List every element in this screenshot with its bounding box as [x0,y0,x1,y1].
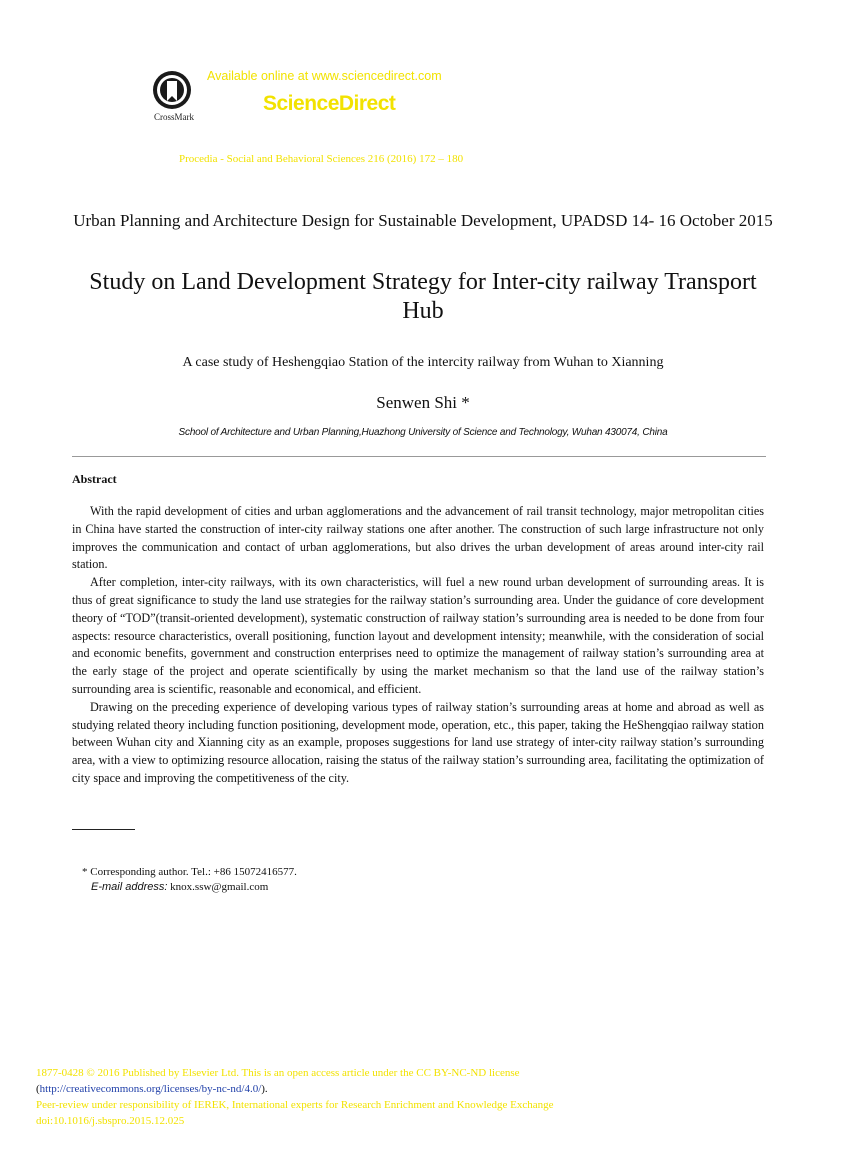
author-affiliation: School of Architecture and Urban Planning,Huazhong University of Science and Technology, Wuhan 430074, China [178,427,668,438]
author-name: Senwen Shi * [376,393,470,412]
email-address[interactable]: knox.ssw@gmail.com [170,881,269,893]
abstract-heading: Abstract [72,472,117,486]
conference-title: Urban Planning and Architecture Design for Sustainable Development, UPADSD 14- 16 October 2015 [73,211,773,230]
email-note [91,881,268,893]
license-url-link[interactable]: http://creativecommons.org/licenses/by-nc-nd/4.0/ [39,1083,262,1095]
license-line: 1877-0428 © 2016 Published by Elsevier Ltd. This is an open access article under the CC BY-NC-ND license [36,1067,520,1079]
paper-subtitle: A case study of Heshengqiao Station of the intercity railway from Wuhan to Xianning [182,355,664,370]
corresponding-author-note: * Corresponding author. Tel.: +86 15072416577. [82,866,297,878]
paper-title: Study on Land Development Strategy for Inter-city railway Transport Hub [89,269,757,324]
license-footer [36,1065,736,1129]
journal-reference: Procedia - Social and Behavioral Sciences 216 (2016) 172 – 180 [179,153,464,165]
abstract-paragraph: Drawing on the preceding experience of developing various types of railway station’s surrounding areas at home and abroad as well as studying related theory including function positioning, development mode, operation, etc., this paper, taking the HeShengqiao railway station between Wuhan city and Xianning city as an example, proposes suggestions for land use strategy of inter-city railway station’s surrounding area, with a view to optimizing resource allocation, raising the status of the railway station’s surrounding area, facilitating the optimization of city space and improving the competitiveness of the city. [72,699,764,785]
license-url-line [36,1081,736,1097]
footnote-divider [72,829,135,830]
peer-review-line: Peer-review under responsibility of IEREK, International experts for Research Enrichment and Knowledge Exchange [36,1099,554,1111]
available-online-link[interactable]: Available online at www.sciencedirect.com [207,69,442,83]
abstract-body [72,503,764,788]
sciencedirect-logo: ScienceDirect [263,92,396,115]
email-label: E-mail address: [91,881,168,893]
header-divider [72,456,766,457]
abstract-paragraph: With the rapid development of cities and urban agglomerations and the advancement of rail transit technology, major metropolitan cities in China have started the construction of inter-city railway stations one after another. The construction of such large infrastructure not only improves the communication and contact of urban agglomerations, but also drives the urban development of areas around inter-city rail station. [72,504,764,572]
crossmark-label: CrossMark [154,112,194,122]
paren-open: ( [36,1083,40,1095]
abstract-paragraph: After completion, inter-city railways, with its own characteristics, will fuel a new round urban development of surrounding areas. It is thus of great significance to study the land use strategies for the railway station’s surrounding area. Under the guidance of core development theory of “TOD”(transit-oriented development), systematic construction of railway station’s surrounding area is needed to be done from four aspects: resource characteristics, overall positioning, function layout and development intensity; meanwhile, with the consideration of social and economic benefits, government and construction enterprises need to optimize the management of railway station’s surrounding area at the early stage of the project and operate scientifically by using the market mechanism so that the land use of the railway station’s surrounding area is scientific, reasonable and economical, and efficient. [72,575,764,696]
paren-close: ). [261,1083,268,1095]
doi-line[interactable]: doi:10.1016/j.sbspro.2015.12.025 [36,1115,185,1127]
